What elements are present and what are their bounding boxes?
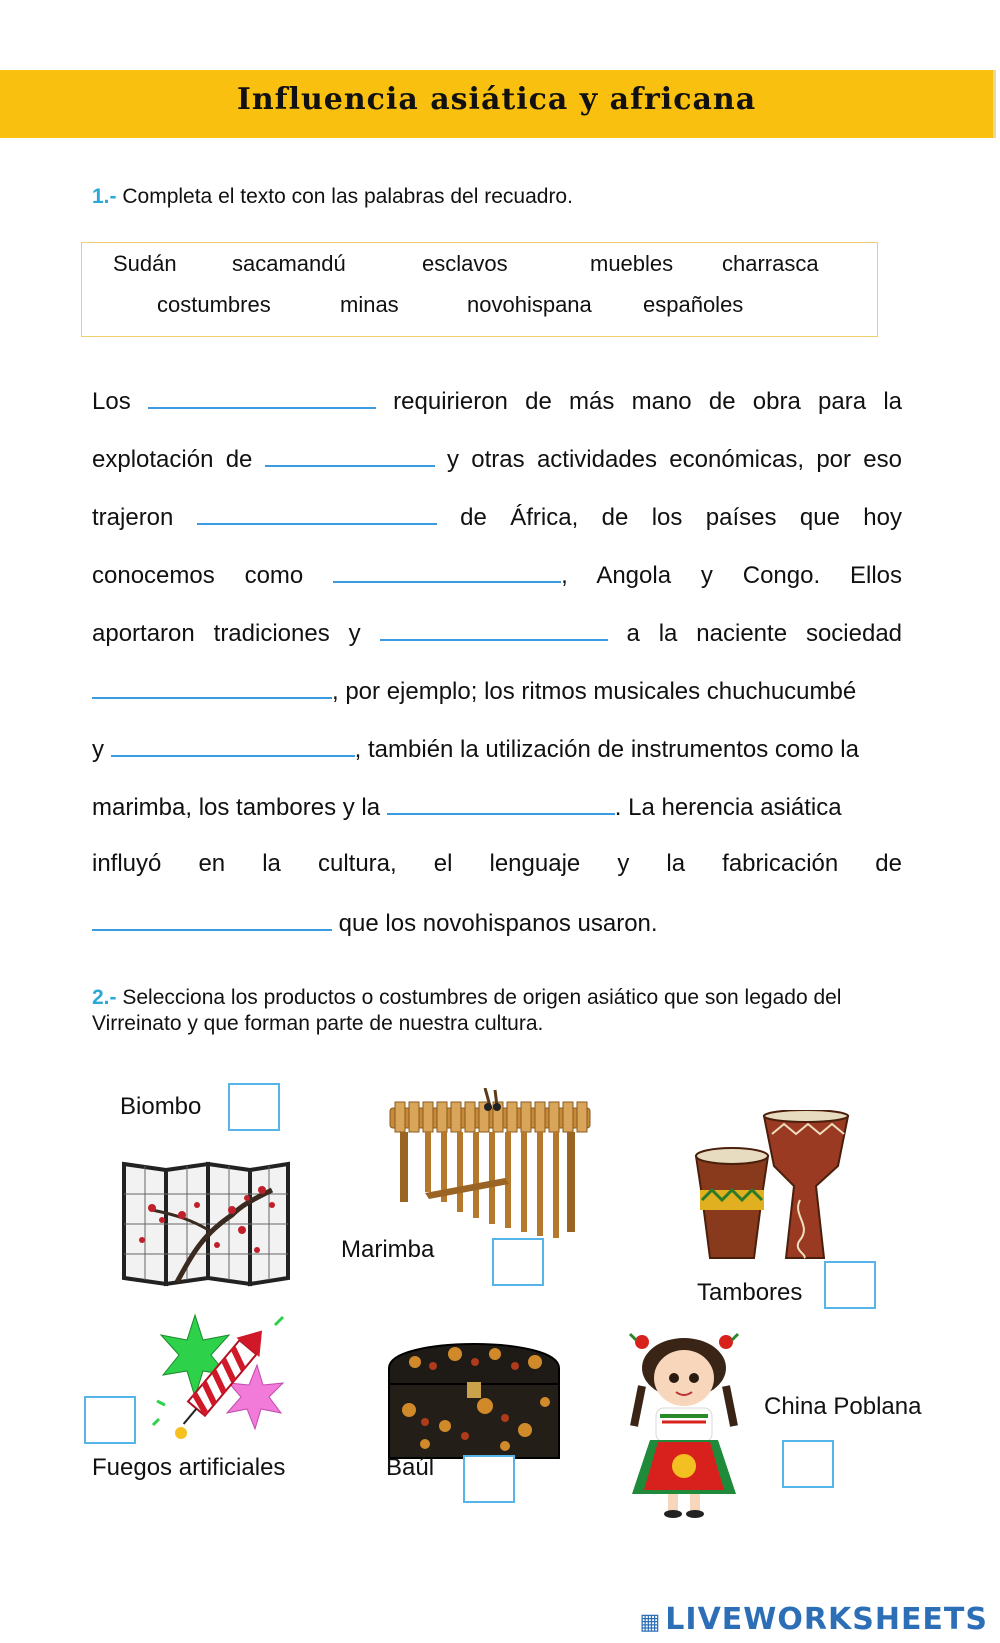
paragraph-line: influyó en la cultura, el lenguaje y la fabricación de bbox=[92, 850, 902, 877]
paragraph-text: explotación de bbox=[92, 446, 253, 473]
paragraph-line bbox=[92, 675, 902, 707]
drums-image bbox=[692, 1110, 862, 1262]
marimba-image bbox=[385, 1088, 595, 1238]
biombo-label: Biombo bbox=[120, 1093, 202, 1120]
answer-blank-8[interactable] bbox=[387, 791, 615, 815]
word-bank-item: minas bbox=[340, 292, 399, 317]
answer-blank-5[interactable] bbox=[380, 617, 608, 641]
word-bank-item: esclavos bbox=[422, 251, 508, 276]
word-bank bbox=[81, 242, 878, 337]
paragraph-text: , Angola y Congo. Ellos bbox=[561, 562, 902, 589]
baul-checkbox[interactable] bbox=[463, 1455, 515, 1503]
paragraph-text: marimba, los tambores y la bbox=[92, 794, 381, 821]
liveworksheets-brand: LIVEWORKSHEETS bbox=[665, 1602, 988, 1637]
word-bank-item: charrasca bbox=[722, 251, 819, 276]
liveworksheets-icon: ▦ bbox=[639, 1610, 662, 1635]
question-2-number: 2.- bbox=[92, 986, 117, 1009]
question-1-label bbox=[92, 183, 912, 210]
paragraph-text: trajeron bbox=[92, 504, 174, 531]
paragraph-line bbox=[92, 733, 902, 765]
paragraph-text: y otras actividades económicas, por eso bbox=[447, 446, 902, 473]
answer-blank-7[interactable] bbox=[111, 733, 355, 757]
answer-blank-6[interactable] bbox=[92, 675, 332, 699]
paragraph-text: conocemos como bbox=[92, 562, 304, 589]
liveworksheets-logo bbox=[640, 1602, 989, 1637]
paragraph-text: y bbox=[92, 736, 104, 763]
paragraph-line bbox=[92, 559, 902, 591]
word-bank-item: Sudán bbox=[113, 251, 177, 276]
word-bank-item: españoles bbox=[643, 292, 744, 317]
china-poblana-checkbox[interactable] bbox=[782, 1440, 834, 1488]
marimba-checkbox[interactable] bbox=[492, 1238, 544, 1286]
paragraph-line bbox=[92, 443, 902, 475]
question-2-label bbox=[92, 985, 902, 1037]
question-2-instruction: Selecciona los productos o costumbres de origen asiático que son legado del Virreinato y que forman parte de nuestra cultura. bbox=[92, 986, 842, 1035]
paragraph-text: , también la utilización de instrumentos como la bbox=[354, 736, 859, 763]
question-1-instruction: Completa el texto con las palabras del recuadro. bbox=[122, 185, 573, 208]
paragraph-text: . La herencia asiática bbox=[614, 794, 842, 821]
paragraph-line bbox=[92, 791, 902, 823]
paragraph-text: a la naciente sociedad bbox=[626, 620, 903, 647]
page-title: Influencia asiática y africana bbox=[236, 82, 757, 117]
paragraph-text: , por ejemplo; los ritmos musicales chuchucumbé bbox=[332, 678, 857, 705]
chest-image bbox=[385, 1326, 563, 1462]
word-bank-item: muebles bbox=[590, 251, 674, 276]
paragraph-text: requirieron de más mano de obra para la bbox=[393, 388, 903, 415]
answer-blank-3[interactable] bbox=[197, 501, 437, 525]
paragraph-text: que los novohispanos usaron. bbox=[338, 910, 658, 937]
tambores-checkbox[interactable] bbox=[824, 1261, 876, 1309]
paragraph-line bbox=[92, 501, 902, 533]
word-bank-item: costumbres bbox=[157, 292, 271, 317]
paragraph-text: de África, de los países que hoy bbox=[460, 504, 902, 531]
answer-blank-9[interactable] bbox=[92, 907, 332, 931]
answer-blank-1[interactable] bbox=[148, 385, 376, 409]
paragraph-line bbox=[92, 907, 902, 939]
fuegos-checkbox[interactable] bbox=[84, 1396, 136, 1444]
folding-screen-image bbox=[122, 1160, 290, 1292]
biombo-checkbox[interactable] bbox=[228, 1083, 280, 1131]
fuegos-label: Fuegos artificiales bbox=[92, 1454, 286, 1481]
answer-blank-4[interactable] bbox=[333, 559, 561, 583]
title-banner bbox=[0, 70, 996, 138]
question-1-number: 1.- bbox=[92, 185, 117, 208]
paragraph-text: Los bbox=[92, 388, 131, 415]
baul-label: Baúl bbox=[386, 1454, 435, 1481]
china-poblana-image bbox=[628, 1330, 740, 1520]
word-bank-item: sacamandú bbox=[232, 251, 346, 276]
paragraph-text: aportaron tradiciones y bbox=[92, 620, 361, 647]
answer-blank-2[interactable] bbox=[265, 443, 435, 467]
fireworks-image bbox=[145, 1305, 295, 1445]
marimba-label: Marimba bbox=[341, 1236, 435, 1263]
paragraph-line bbox=[92, 617, 902, 649]
word-bank-item: novohispana bbox=[467, 292, 592, 317]
china-poblana-label: China Poblana bbox=[764, 1393, 922, 1420]
paragraph-line bbox=[92, 385, 902, 417]
tambores-label: Tambores bbox=[697, 1279, 803, 1306]
